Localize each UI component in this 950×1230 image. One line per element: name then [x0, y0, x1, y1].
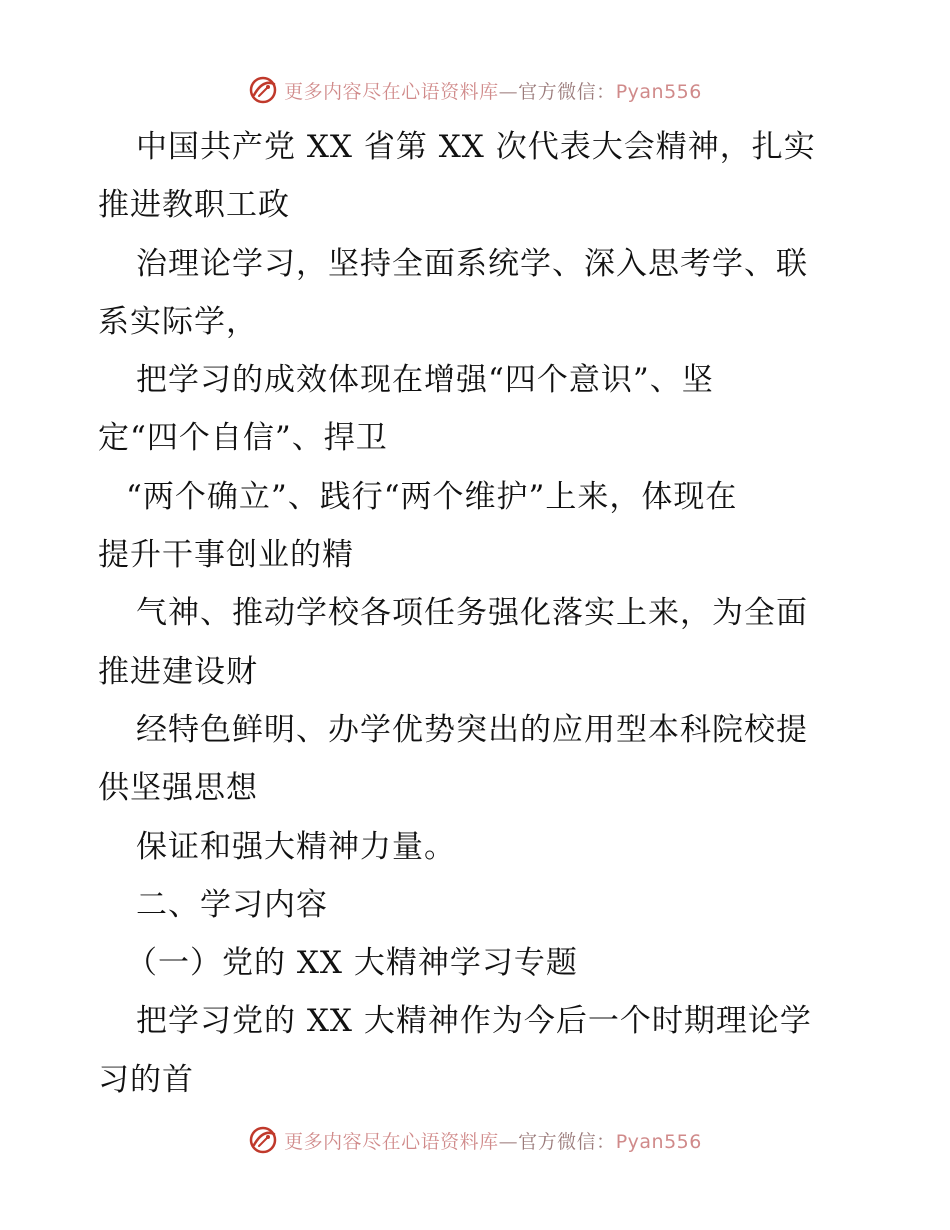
banner-dash: —	[498, 1130, 519, 1153]
text-line: 提升干事创业的精	[98, 537, 354, 574]
text-line: 气神、推动学校各项任务强化落实上来，为全面	[136, 595, 808, 632]
banner-wechat-label: 官方微信：	[518, 80, 616, 103]
banner-library-text: 更多内容尽在心语资料库	[284, 80, 499, 103]
text-line: 供坚强思想	[98, 770, 258, 807]
text-line: 治理论学习，坚持全面系统学、深入思考学、联	[136, 245, 808, 282]
document-body	[98, 118, 858, 1109]
brand-logo-icon	[248, 1125, 278, 1155]
footer-banner	[0, 1120, 950, 1160]
text-line: 推进教职工政	[98, 187, 290, 224]
text-line: 定“四个自信”、捍卫	[98, 420, 388, 457]
text-line: 习的首	[98, 1061, 194, 1098]
text-line: 把学习的成效体现在增强“四个意识”、坚	[136, 362, 714, 399]
banner-library-text: 更多内容尽在心语资料库	[284, 1130, 499, 1153]
header-banner	[0, 70, 950, 110]
banner-dash: —	[498, 80, 519, 103]
banner-wechat-label: 官方微信：	[518, 1130, 616, 1153]
text-line: 推进建设财	[98, 653, 258, 690]
subsection-heading: （一）党的 XX 大精神学习专题	[126, 945, 578, 982]
banner-text	[284, 77, 702, 104]
banner-text	[284, 1127, 702, 1154]
text-line: 中国共产党 XX 省第 XX 次代表大会精神，扎实	[136, 129, 816, 165]
brand-logo-icon	[248, 75, 278, 105]
text-line: 保证和强大精神力量。	[136, 828, 456, 865]
text-line: “两个确立”、践行“两个维护”上来，体现在	[126, 478, 738, 515]
text-line: 系实际学，	[98, 303, 258, 340]
text-line: 把学习党的 XX 大精神作为今后一个时期理论学	[136, 1003, 812, 1040]
banner-wechat-id: Pyan556	[615, 1130, 702, 1153]
text-line: 经特色鲜明、办学优势突出的应用型本科院校提	[136, 711, 808, 748]
banner-wechat-id: Pyan556	[615, 80, 702, 103]
section-heading: 二、学习内容	[136, 886, 328, 923]
